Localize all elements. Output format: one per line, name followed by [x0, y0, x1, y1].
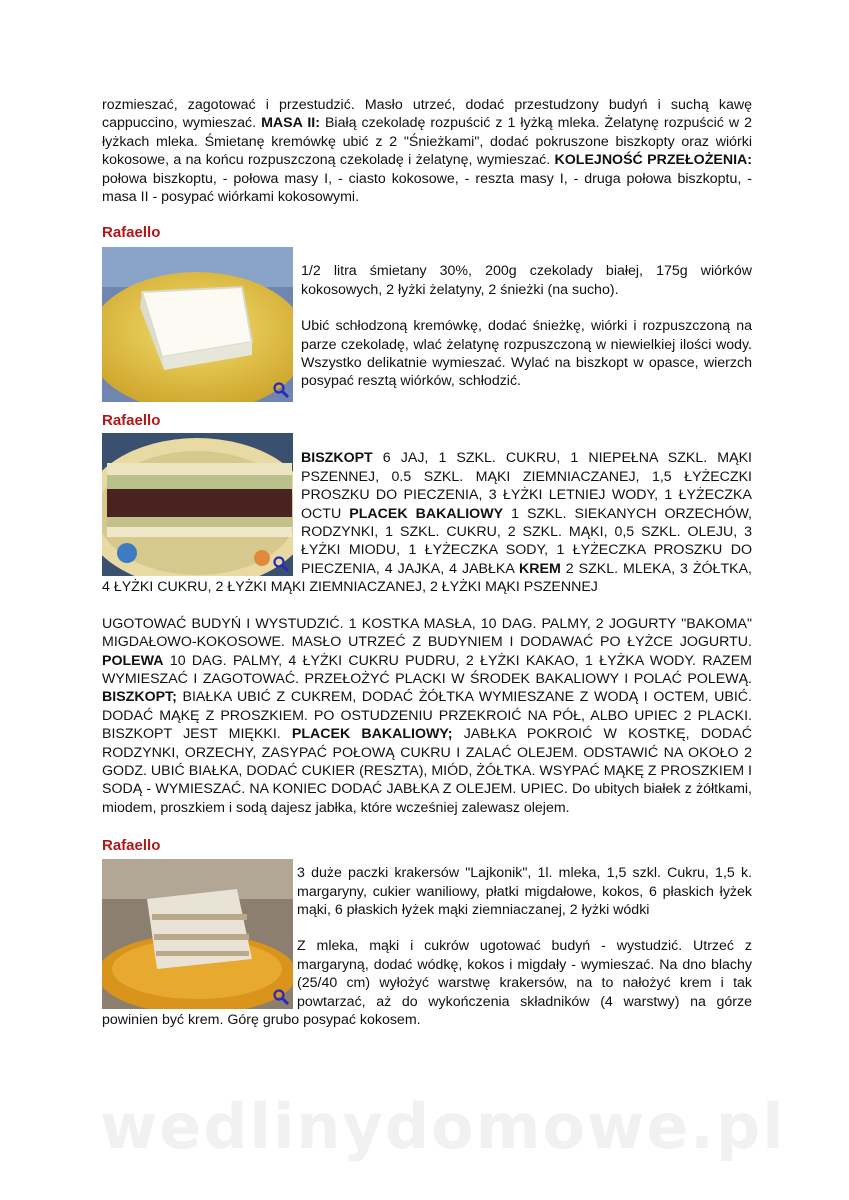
magnify-icon[interactable] [272, 381, 290, 399]
recipe1-title: Rafaello [102, 224, 161, 242]
placek-label: PLACEK BAKALIOWY [349, 505, 504, 522]
magnify-icon[interactable] [272, 988, 290, 1006]
recipe3-ingredients: 3 duże paczki krakersów "Lajkonik", 1l. mleka, 1,5 szkl. Cukru, 1,5 k. margaryny, cukier waniliowy, płatki migdałowe, kokos, 6 płaskich łyżek mąki, 6 płaskich łyżek mąki ziemniaczanej, 2 łyżki wódki [297, 865, 752, 918]
biszkopt2-label: BISZKOPT; [102, 689, 177, 706]
watermark: wedlinydomowe.pl [100, 1090, 786, 1163]
recipe1-photo [102, 247, 293, 402]
recipe2-ingredients: BISZKOPT 6 JAJ, 1 SZKL. CUKRU, 1 NIEPEŁNA SZKL. MĄKI PSZENNEJ, 0.5 SZKL. MĄKI ZIEMNIACZANEJ, 1,5 ŁYŻECZKI PROSZKU DO PIECZENIA, 3 ŁYŻKI LETNIEJ WODY, 1 ŁYŻECZKA OCTU PLACEK BAKALIOWY 1 SZKL. SIEKANYCH ORZECHÓW, RODZYNKI, 1 SZKL. CUKRU, 2 SZKL. MĄKI, 0,5 SZKL. OLEJU, 3 ŁYŻKI MIODU, 1 ŁYŻECZKA SODY, 1 ŁYŻECZKA PROSZKU DO PIECZENIA, 4 JAJKA, 4 JABŁKA KREM 2 SZKL. MLEKA, 3 ŻÓŁTKA, 4 ŁYŻKI CUKRU, 2 ŁYŻKI MĄKI ZIEMNIACZANEJ, 2 ŁYŻKI MĄKI PSZENNEJ [102, 450, 752, 596]
recipe3-steps: Z mleka, mąki i cukrów ugotować budyń - wystudzić. Utrzeć z margaryną, dodać wódkę, kokos i migdały - wymieszać. Na dno blachy (25/40 cm) wyłożyć warstwę krakersów, na to nałożyć krem i tak powtarzać, aż do wykończenia składników (4 warstwy) na górze powinien być krem. Górę grubo posypać kokosem. [102, 938, 752, 1028]
recipe3-block [102, 859, 752, 1029]
placek2-label: PLACEK BAKALIOWY; [291, 726, 453, 743]
document-page [102, 96, 752, 1029]
recipe3-title: Rafaello [102, 837, 161, 855]
recipe2-block [102, 433, 752, 596]
recipe2-steps: UGOTOWAĆ BUDYŃ I WYSTUDZIĆ. 1 KOSTKA MASŁA, 10 DAG. PALMY, 2 JOGURTY "BAKOMA" MIGDAŁOWO-KOKOSOWE. MASŁO UTRZEĆ Z BUDYNIEM I DODAWAĆ PO ŁYŻCE JOGURTU. POLEWA 10 DAG. PALMY, 4 ŁYŻKI CUKRU PUDRU, 2 ŁYŻKI KAKAO, 1 ŁYŻKA WODY. RAZEM WYMIESZAĆ I ZAGOTOWAĆ. PRZEŁOŻYĆ PLACKI W ŚRODEK BAKALIOWY I POLAĆ POLEWĄ. BISZKOPT; BIAŁKA UBIĆ Z CUKREM, DODAĆ ŻÓŁTKA WYMIESZANE Z WODĄ I OCTEM, UBIĆ. DODAĆ MĄKĘ Z PROSZKIEM. PO OSTUDZENIU PRZEKROIĆ NA PÓŁ, ALBO UPIEC 2 PLACKI. BISZKOPT JEST MIĘKKI. PLACEK BAKALIOWY; JABŁKA POKROIĆ W KOSTKĘ, DODAĆ RODZYNKI, ORZECHY, ZASYPAĆ POŁOWĄ CUKRU I ZALAĆ OLEJEM. ODSTAWIĆ NA OKOŁO 2 GODZ. UBIĆ BIAŁKA, DODAĆ CUKIER (RESZTA), MIÓD, ŻÓŁTKA. WSYPAĆ MĄKĘ Z PROSZKIEM I SODĄ - WYMIESZAĆ. NA KONIEC DODAĆ JABŁKA Z OLEJEM. UPIEC. Do ubitych białek z żółtkami, miodem, proszkiem i sodą dajesz jabłka, które wcześniej zalewasz olejem. [102, 615, 752, 816]
recipe1-ingredients: 1/2 litra śmietany 30%, 200g czekolady białej, 175g wiórków kokosowych, 2 łyżki żelatyny, 2 śnieżki (na sucho). [301, 263, 752, 298]
recipe2-photo [102, 433, 293, 576]
masa2-label: MASA II: [261, 115, 320, 132]
krem-label: KREM [519, 560, 561, 577]
recipe3-photo [102, 859, 293, 1009]
biszkopt-label: BISZKOPT [301, 450, 373, 467]
magnify-icon[interactable] [272, 555, 290, 573]
polewa-label: POLEWA [102, 652, 164, 669]
intro-paragraph: rozmieszać, zagotować i przestudzić. Masło utrzeć, dodać przestudzony budyń i suchą kawę cappuccino, wymieszać. MASA II: Białą czekoladę rozpuścić z 1 łyżką mleka. Żelatynę rozpuścić w 2 łyżkach mleka. Śmietanę kremówkę ubić z 2 "Śnieżkami", dodać pokruszone biszkopty oraz wiórki kokosowe, a na końcu rozpuszczoną czekoladę i żelatynę, wymieszać. KOLEJNOŚĆ PRZEŁOŻENIA: połowa biszkoptu, - połowa masy I, - ciasto kokosowe, - reszta masy I, - druga połowa biszkoptu, - masa II - posypać wiórkami kokosowymi. [102, 97, 752, 206]
recipe2-title: Rafaello [102, 412, 161, 430]
recipe1-steps: Ubić schłodzoną kremówkę, dodać śnieżkę, wiórki i rozpuszczoną na parze czekoladę, wlać żelatynę rozpuszczoną w niewielkiej ilości wody. Wszystko delikatnie wymieszać. Wylać na biszkopt w opasce, wierzch posypać resztą wiórków, schłodzić. [301, 318, 752, 390]
recipe1-block [102, 247, 752, 402]
order-label: KOLEJNOŚĆ PRZEŁOŻENIA: [554, 152, 752, 169]
